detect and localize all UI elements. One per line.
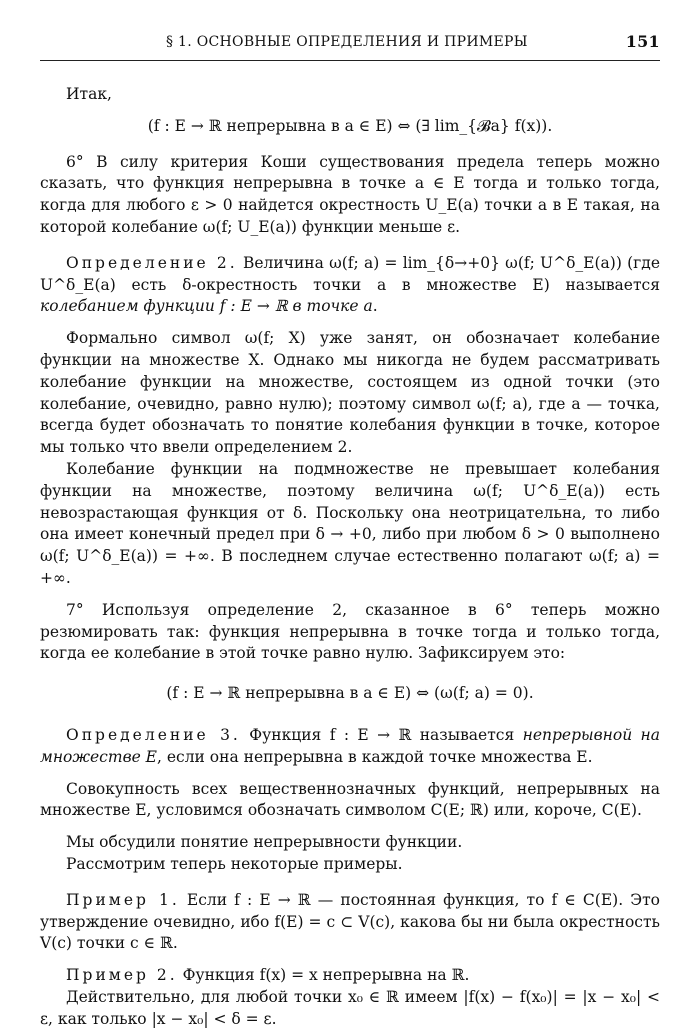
example-label: Пример 2. xyxy=(66,966,178,985)
definition-label: Определение 2. xyxy=(66,253,238,272)
example-2: Пример 2. Функция f(x) = x непрерывна на ℝ. xyxy=(66,966,470,985)
paragraph: 7° Используя определение 2, сказанное в 6° теперь можно резюмировать так: функция непрерывна в точке тогда и только тогда, когда ее колебание в этой точке равно нулю. Зафиксируем это: xyxy=(40,600,660,663)
running-header xyxy=(40,34,660,56)
paragraph: Действительно, для любой точки x₀ ∈ ℝ имеем |f(x) − f(x₀)| = |x − x₀| < ε, как только |x − x₀| < δ = ε. xyxy=(40,987,660,1028)
paragraph: 6° В силу критерия Коши существования предела теперь можно сказать, что функция непрерывна в точке a ∈ E тогда и только тогда, когда для любого ε > 0 найдется окрестность U_E(a) точки a в E такая, на которой колебание ω(f; U_E(a)) функции меньше ε. xyxy=(40,152,660,236)
paragraph: Колебание функции на подмножестве не превышает колебания функции на множестве, поэтому величина ω(f; U^δ_E(a)) есть невозрастающая функция от δ. Поскольку она неотрицательна, то либо она имеет конечный предел при δ → +0, либо при любом δ > 0 выполнено ω(f; U^δ_E(a)) = +∞. В последнем случае естественно полагают ω(f; a) = +∞. xyxy=(40,459,660,587)
example-1: Пример 1. Если f : E → ℝ — постоянная функция, то f ∈ C(E). Это утверждение очевидно, ибо f(E) = c ⊂ V(c), какова бы ни была окрестность V(c) точки c ∈ ℝ. xyxy=(40,890,660,953)
formula-oscillation: (f : E → ℝ непрерывна в a ∈ E) ⇔ (ω(f; a) = 0). xyxy=(166,684,534,703)
paragraph: Мы обсудили понятие непрерывности функции. xyxy=(66,833,463,852)
defined-term: непрерывной на множестве E xyxy=(40,725,660,766)
section-title: § 1. ОСНОВНЫЕ ОПРЕДЕЛЕНИЯ И ПРИМЕРЫ xyxy=(166,34,528,50)
definition-label: Определение 3. xyxy=(66,725,241,744)
defined-term: колебанием функции f : E → ℝ в точке a xyxy=(40,297,373,316)
header-rule xyxy=(40,60,660,61)
page-number: 151 xyxy=(625,32,660,51)
formula-limit: (f : E → ℝ непрерывна в a ∈ E) ⇔ (∃ lim_{𝓑a} f(x)). xyxy=(147,116,553,135)
paragraph: Рассмотрим теперь некоторые примеры. xyxy=(66,854,403,873)
definition-3: Определение 3. Функция f : E → ℝ называется непрерывной на множестве E, если она непрерывна в каждой точке множества E. xyxy=(40,725,660,766)
page-body xyxy=(40,84,660,1030)
paragraph: Совокупность всех вещественнозначных функций, непрерывных на множестве E, условимся обозначать символом C(E; ℝ) или, короче, C(E). xyxy=(40,779,660,820)
definition-2: Определение 2. Величина ω(f; a) = lim_{δ→+0} ω(f; U^δ_E(a)) (где U^δ_E(a) есть δ-окрестность точки a в множестве E) называется колебанием функции f : E → ℝ в точке a. xyxy=(40,253,660,316)
example-label: Пример 1. xyxy=(66,890,180,909)
paragraph: Формально символ ω(f; X) уже занят, он обозначает колебание функции на множестве X. Однако мы никогда не будем рассматривать колебание функции на множестве, состоящем из одной точки (это колебание, очевидно, равно нулю); поэтому символ ω(f; a), где a — точка, всегда будет обозначать то понятие колебания функции в точке, которое мы только что ввели определением 2. xyxy=(40,329,660,457)
paragraph: Итак, xyxy=(66,85,112,103)
